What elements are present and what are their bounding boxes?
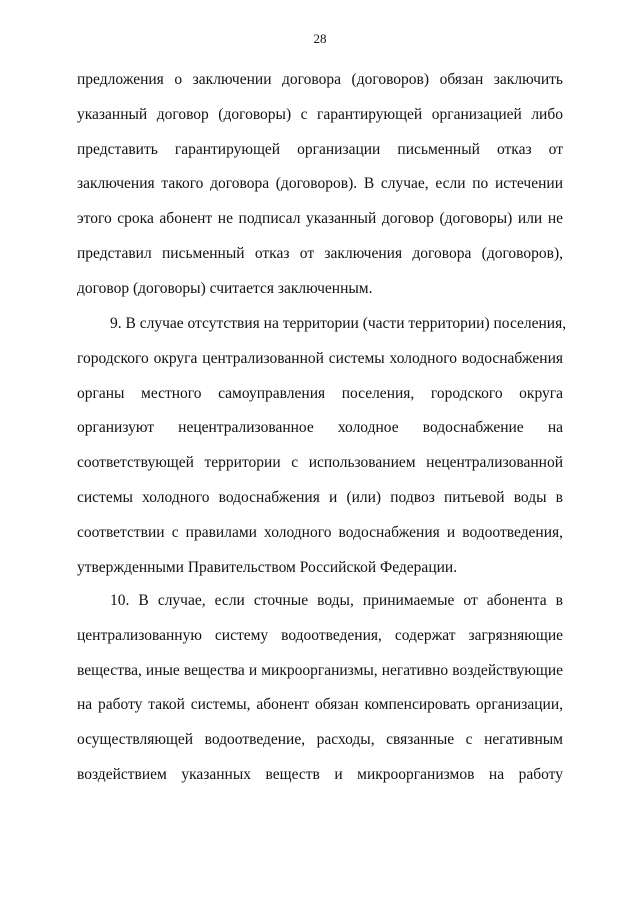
text-line: осуществляющей водоотведение, расходы, связанные с негативным — [77, 731, 563, 749]
text-line: вещества, иные вещества и микроорганизмы, негативно воздействующие — [77, 661, 563, 679]
paragraph-continuation — [77, 63, 563, 307]
text-line: органы местного самоуправления поселения, городского округа — [77, 384, 563, 402]
text-line: представил письменный отказ от заключения договора (договоров), — [77, 244, 563, 262]
text-line: централизованную систему водоотведения, содержат загрязняющие — [77, 626, 563, 644]
text-line: воздействием указанных веществ и микроорганизмов на работу — [77, 765, 563, 783]
text-line: соответствии с правилами холодного водоснабжения и водоотведения, — [77, 523, 563, 541]
text-line: договор (договоры) считается заключенным. — [77, 279, 373, 297]
text-line: представить гарантирующей организации письменный отказ от — [77, 140, 563, 158]
text-line: предложения о заключении договора (договоров) обязан заключить — [77, 71, 563, 88]
paragraph-9 — [77, 307, 567, 585]
text-line: заключения такого договора (договоров). В случае, если по истечении — [77, 175, 563, 193]
text-line: организуют нецентрализованное холодное водоснабжение на — [77, 419, 563, 437]
text-line: 9. В случае отсутствия на территории (части территории) поселения, — [110, 315, 567, 332]
text-line: 10. В случае, если сточные воды, принимаемые от абонента в — [110, 592, 563, 609]
text-line: городского округа централизованной системы холодного водоснабжения — [77, 349, 563, 367]
text-line: указанный договор (договоры) с гарантирующей организацией либо — [77, 105, 563, 123]
text-line: этого срока абонент не подписал указанный договор (договоры) или не — [77, 210, 563, 228]
text-line: утвержденными Правительством Российской Федерации. — [77, 558, 458, 576]
text-line: на работу такой системы, абонент обязан компенсировать организации, — [77, 696, 563, 714]
page-number: 28 — [313, 31, 327, 46]
text-line: системы холодного водоснабжения и (или) подвоз питьевой воды в — [77, 488, 563, 506]
text-line: соответствующей территории с использованием нецентрализованной — [77, 454, 563, 472]
paragraph-10 — [77, 584, 563, 793]
